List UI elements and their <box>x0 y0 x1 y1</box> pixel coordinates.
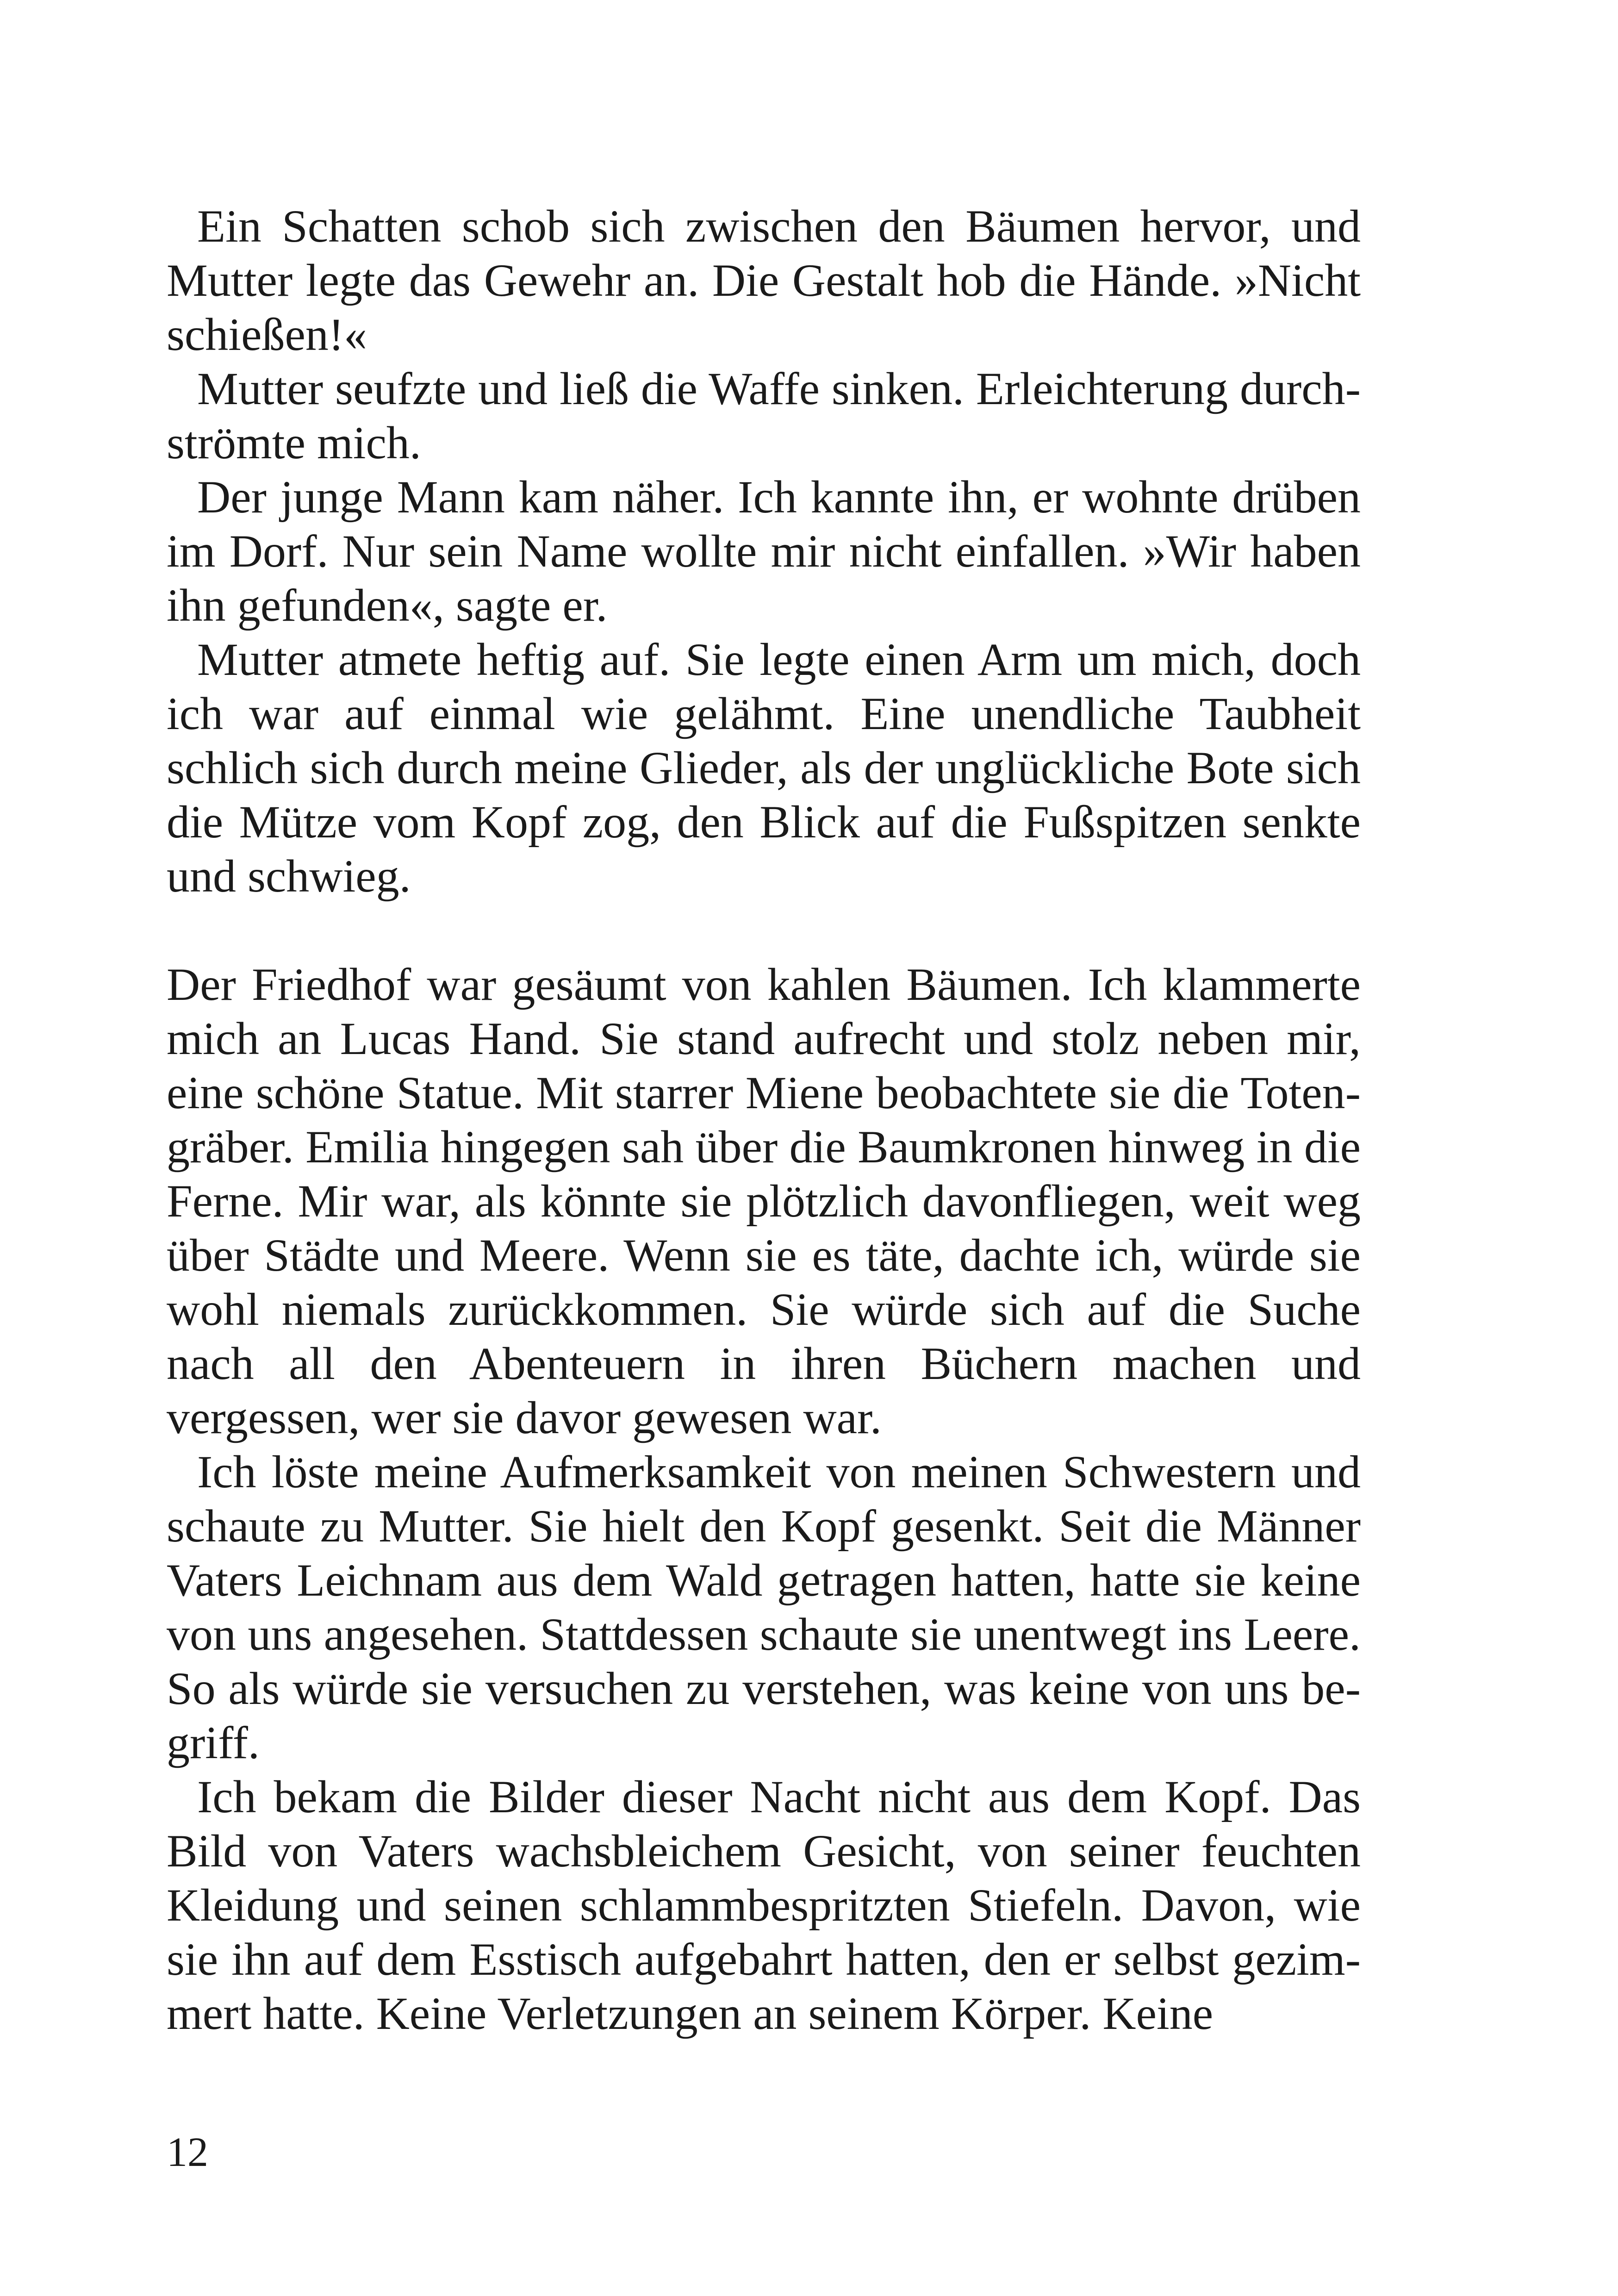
paragraph: Ich bekam die Bilder dieser Nacht nicht aus dem Kopf. Das Bild von Vaters wachsbleichem Gesicht, von seiner feuchten Kleidung und seinen schlammbespritzten Stiefeln. Davon, wie sie ihn auf dem Esstisch aufgebahrt hatten, den er selbst gezimmert hatte. Keine Verletzungen an seinem Körper. Keine <box>167 1771 1361 2039</box>
section-break <box>167 903 1361 957</box>
paragraph: Der junge Mann kam näher. Ich kannte ihn, er wohnte drüben im Dorf. Nur sein Name wollte mir nicht einfallen. »Wir haben ihn gefunden«, sagte er. <box>167 471 1361 631</box>
paragraph: Ich löste meine Aufmerksamkeit von meinen Schwestern und schaute zu Mutter. Sie hielt den Kopf gesenkt. Seit die Männer Vaters Leichnam aus dem Wald getragen hatten, hatte sie keine von uns angesehen. Stattdessen schaute sie unentwegt ins Leere. So als würde sie versuchen zu verstehen, was keine von uns begriff. <box>167 1446 1361 1768</box>
body-text <box>167 199 1361 2040</box>
paragraph: Mutter atmete heftig auf. Sie legte einen Arm um mich, doch ich war auf einmal wie gelähmt. Eine unendliche Taubheit schlich sich durch meine Glieder, als der unglückliche Bote sich die Mütze vom Kopf zog, den Blick auf die Fußspitzen senkte und schwieg. <box>167 634 1361 902</box>
paragraph: Mutter seufzte und ließ die Waffe sinken. Erleichterung durchströmte mich. <box>167 363 1361 468</box>
page-number: 12 <box>167 2129 208 2175</box>
paragraph: Der Friedhof war gesäumt von kahlen Bäumen. Ich klammerte mich an Lucas Hand. Sie stand aufrecht und stolz neben mir, eine schöne Statue. Mit starrer Miene beobachtete sie die Totengräber. Emilia hingegen sah über die Baumkronen hinweg in die Ferne. Mir war, als könnte sie plötzlich davonfliegen, weit weg über Städte und Meere. Wenn sie es täte, dachte ich, würde sie wohl niemals zurückkommen. Sie würde sich auf die Suche nach all den Abenteuern in ihren Büchern machen und vergessen, wer sie davor gewesen war. <box>167 959 1361 1443</box>
paragraph: Ein Schatten schob sich zwischen den Bäumen hervor, und Mutter legte das Gewehr an. Die Gestalt hob die Hände. »Nicht schießen!« <box>167 200 1361 360</box>
